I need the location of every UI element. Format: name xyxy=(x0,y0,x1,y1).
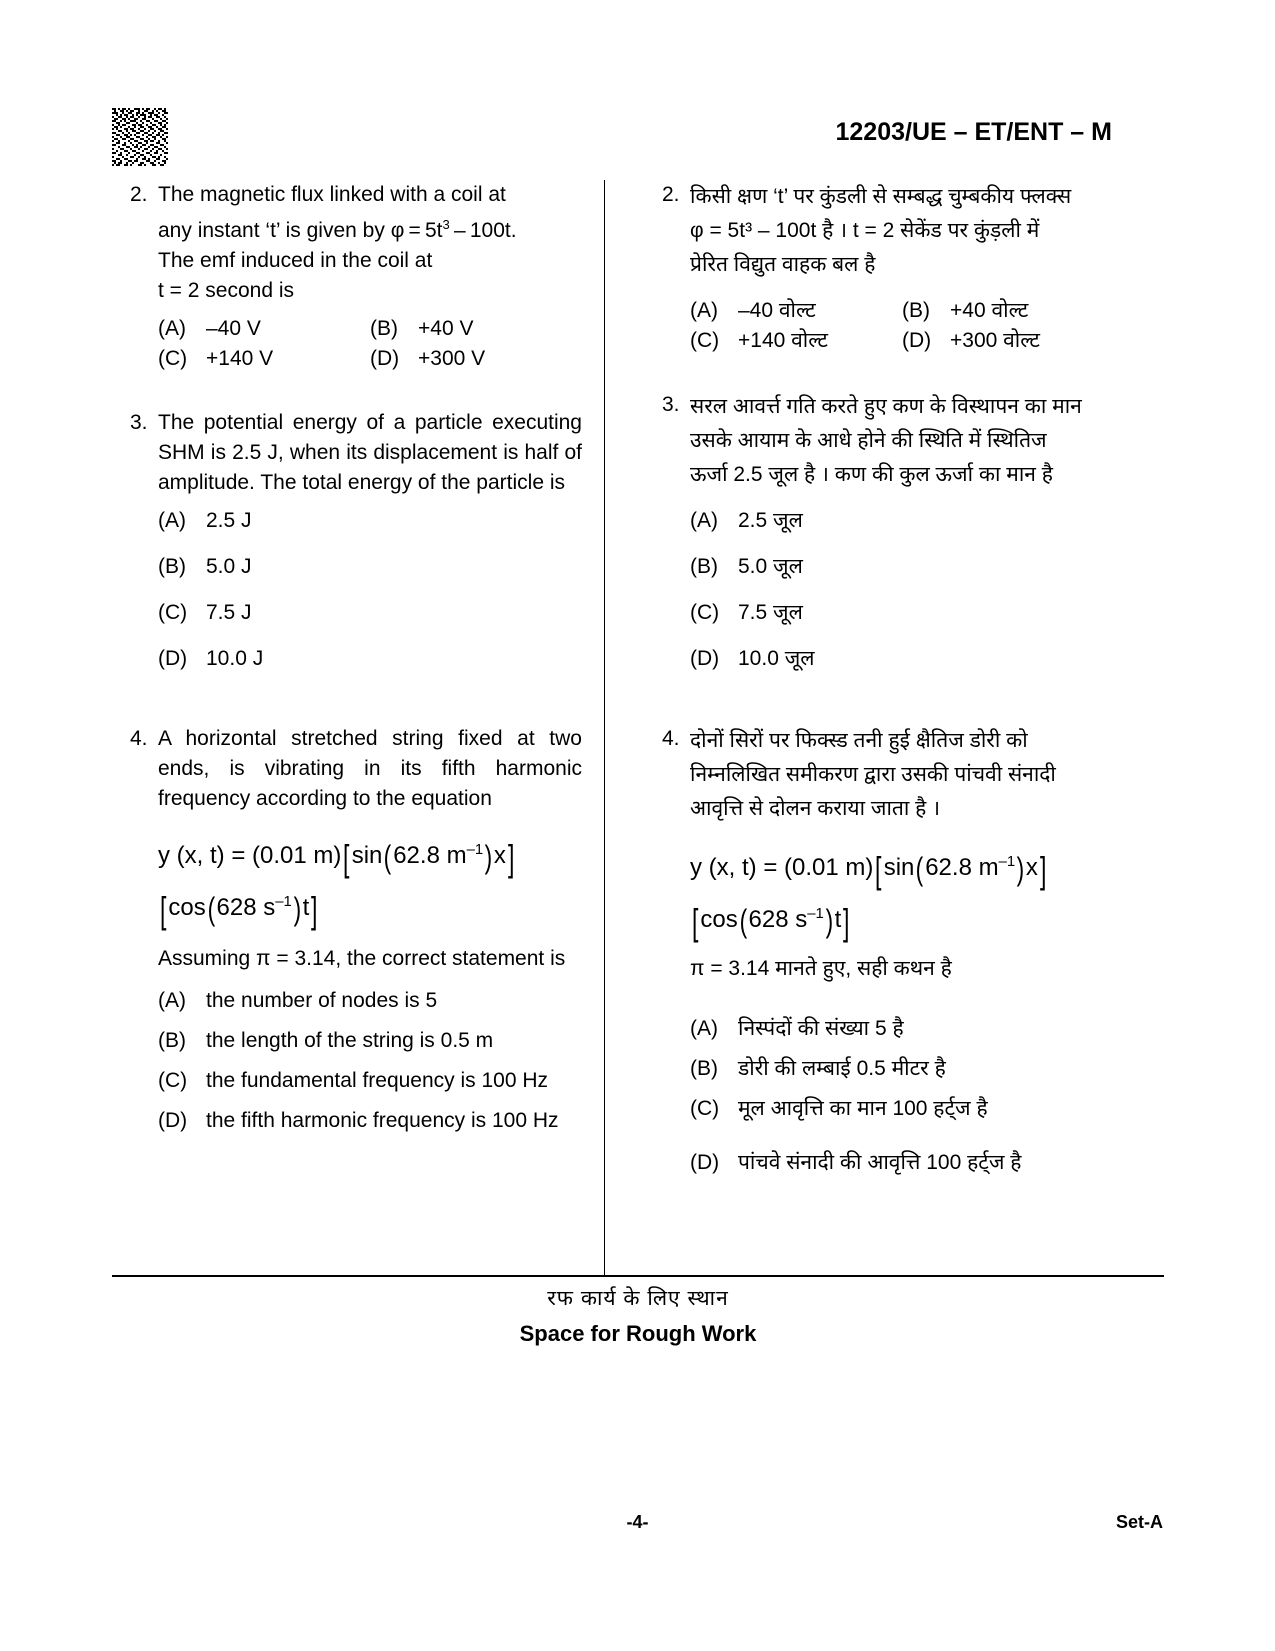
option-text: the fifth harmonic frequency is 100 Hz xyxy=(206,1109,559,1132)
option-label: (A) xyxy=(158,989,186,1012)
option-label: (D) xyxy=(158,647,188,670)
option-c[interactable] xyxy=(158,1066,582,1096)
option-d[interactable] xyxy=(370,344,582,374)
option-a[interactable] xyxy=(690,296,902,326)
equation-lhs: y (x, t) = (0.01 m) xyxy=(690,854,874,881)
options-list xyxy=(690,296,1114,356)
option-text: the length of the string is 0.5 m xyxy=(206,1029,494,1052)
cos-function: cos xyxy=(700,906,738,933)
option-text: 5.0 J xyxy=(206,555,252,578)
cos-variable: t xyxy=(302,894,310,921)
stem-line-3: प्रेरित विद्युत वाहक बल है xyxy=(690,253,876,276)
column-divider xyxy=(604,180,605,1275)
option-text: the number of nodes is 5 xyxy=(206,989,438,1012)
question-stem xyxy=(690,180,1114,282)
option-text: 10.0 J xyxy=(206,647,264,670)
question-number: 3. xyxy=(662,393,680,416)
stem-line-2: निम्नलिखित समीकरण द्वारा उसकी पांचवी संनादी xyxy=(690,763,1056,786)
option-b[interactable] xyxy=(690,1054,1114,1084)
sin-exponent: –1 xyxy=(998,854,1016,870)
qr-code-icon xyxy=(112,108,170,166)
option-c[interactable] xyxy=(158,598,582,628)
sin-function: sin xyxy=(351,842,383,869)
option-text: 10.0 जूल xyxy=(738,647,815,670)
wave-equation-line-1: y (x, t) = (0.01 m)[sin(62.8 $m^{-1})x$] xyxy=(690,849,1047,892)
option-d[interactable] xyxy=(158,1106,582,1136)
option-d[interactable] xyxy=(690,1148,1114,1178)
sin-function: sin xyxy=(883,854,915,881)
option-b[interactable] xyxy=(902,296,1114,326)
option-c[interactable] xyxy=(158,344,370,374)
option-label: (B) xyxy=(902,299,930,322)
option-b[interactable] xyxy=(690,552,1114,582)
option-label: (B) xyxy=(690,1057,718,1080)
cos-argument: 628 s xyxy=(748,906,808,933)
option-a[interactable] xyxy=(690,1014,1114,1044)
sin-variable: x xyxy=(1025,854,1038,881)
option-c[interactable] xyxy=(690,1094,1114,1124)
option-text: +140 V xyxy=(206,347,274,370)
option-text: निस्पंदों की संख्या 5 है xyxy=(738,1017,904,1040)
option-label: (B) xyxy=(158,555,186,578)
cos-exponent: –1 xyxy=(275,894,292,910)
option-text: 7.5 जूल xyxy=(738,601,803,624)
english-column xyxy=(112,180,582,1146)
option-text: +140 वोल्ट xyxy=(738,329,828,352)
option-text: 2.5 जूल xyxy=(738,509,803,532)
sin-argument: 62.8 m xyxy=(393,842,467,869)
option-label: (D) xyxy=(690,1151,720,1174)
question-stem xyxy=(158,180,582,306)
spacer xyxy=(644,690,1114,724)
option-a[interactable] xyxy=(690,506,1114,536)
question-stem: A horizontal stretched string fixed at two ends, is vibrating in its fifth harmonic frequency according to the equation xyxy=(158,727,582,810)
question-stem xyxy=(690,724,1114,826)
hindi-column xyxy=(644,180,1114,1188)
option-label: (C) xyxy=(158,601,188,624)
option-text: 5.0 जूल xyxy=(738,555,803,578)
option-label: (A) xyxy=(158,317,186,340)
set-label: Set-A xyxy=(1115,1512,1163,1532)
stem-line-3: आवृत्ति से दोलन कराया जाता है । xyxy=(690,797,941,820)
rough-work-label-en: Space for Rough Work xyxy=(519,1321,757,1346)
options-list xyxy=(158,986,582,1136)
option-a[interactable] xyxy=(158,986,582,1016)
stem-line-3: ऊर्जा 2.5 जूल है । कण की कुल ऊर्जा का मान है xyxy=(690,463,1053,486)
options-list xyxy=(158,506,582,674)
stem-line-2: any instant ‘t’ is given by xyxy=(158,219,385,242)
cos-function: cos xyxy=(168,894,206,921)
wave-equation-line-1: y (x, t) = (0.01 m)[sin(62.8 $m^{-1})x$] xyxy=(158,837,515,880)
option-b[interactable] xyxy=(370,314,582,344)
option-text: 7.5 J xyxy=(206,601,252,624)
paper-code: 12203/UE – ET/ENT – M xyxy=(835,118,1112,146)
option-text: मूल आवृत्ति का मान 100 हर्ट्ज है xyxy=(738,1097,988,1120)
option-label: (C) xyxy=(690,601,720,624)
option-label: (B) xyxy=(158,1029,186,1052)
option-c[interactable] xyxy=(690,598,1114,628)
cos-variable: t xyxy=(834,906,842,933)
page-number: -4- xyxy=(626,1512,649,1532)
sin-exponent: –1 xyxy=(466,842,484,858)
option-label: (D) xyxy=(158,1109,188,1132)
option-b[interactable] xyxy=(158,552,582,582)
page-header xyxy=(112,108,1112,172)
option-d[interactable] xyxy=(158,644,582,674)
option-label: (C) xyxy=(690,329,720,352)
rough-work-footer xyxy=(112,1284,1164,1350)
option-text: the fundamental frequency is 100 Hz xyxy=(206,1069,549,1092)
stem-line-2: φ = 5t³ – 100t है । t = 2 सेकेंड पर कुंड़ली में xyxy=(690,219,1040,242)
question-number: 2. xyxy=(662,183,680,206)
spacer xyxy=(112,374,582,408)
spacer xyxy=(112,690,582,724)
option-label: (C) xyxy=(690,1097,720,1120)
question-4-en xyxy=(112,724,582,1146)
question-stem xyxy=(690,390,1114,492)
question-4-hi xyxy=(644,724,1114,1188)
wave-equation-line-2: [cos(628 $s^{-1})t$] xyxy=(159,889,318,932)
question-2-hi xyxy=(644,180,1114,356)
option-label: (D) xyxy=(902,329,932,352)
question-number: 2. xyxy=(130,183,148,206)
option-text: +40 V xyxy=(418,317,474,340)
option-d[interactable] xyxy=(902,326,1114,356)
option-text: +300 वोल्ट xyxy=(950,329,1040,352)
question-area xyxy=(112,180,1164,1275)
option-d[interactable] xyxy=(690,644,1114,674)
stem-line-3: The emf induced in the coil at xyxy=(158,249,433,272)
option-label: (D) xyxy=(370,347,400,370)
spacer xyxy=(644,356,1114,390)
option-label: (A) xyxy=(690,509,718,532)
stem-line-1: सरल आवर्त्त गति करते हुए कण के विस्थापन का मान xyxy=(690,395,1082,418)
option-label: (A) xyxy=(690,1017,718,1040)
option-c[interactable] xyxy=(690,326,902,356)
equation-lhs: y (x, t) = (0.01 m) xyxy=(158,842,342,869)
option-label: (D) xyxy=(690,647,720,670)
question-stem-2: π = 3.14 मानते हुए, सही कथन है xyxy=(690,957,952,980)
option-text: –40 वोल्ट xyxy=(738,299,816,322)
option-text: +300 V xyxy=(418,347,486,370)
flux-formula: $\varphi = 5t^3 - 100t$. xyxy=(390,217,517,242)
cos-argument: 628 s xyxy=(216,894,276,921)
option-text: +40 वोल्ट xyxy=(950,299,1029,322)
wave-equation-line-2: [cos(628 $s^{-1})t$] xyxy=(691,901,850,944)
option-label: (B) xyxy=(370,317,398,340)
option-text: पांचवे संनादी की आवृत्ति 100 हर्ट्ज है xyxy=(738,1151,1022,1174)
option-a[interactable] xyxy=(158,506,582,536)
question-stem-2: Assuming π = 3.14, the correct statement is xyxy=(158,947,566,970)
option-text: 2.5 J xyxy=(206,509,252,532)
stem-line-1: दोनों सिरों पर फिक्स्ड तनी हुई क्षैतिज डोरी को xyxy=(690,729,1028,752)
stem-line-4: t = 2 second is xyxy=(158,279,294,302)
option-text: –40 V xyxy=(206,317,261,340)
rough-work-label-hi: रफ कार्य के लिए स्थान xyxy=(547,1287,729,1310)
stem-line-1: The magnetic flux linked with a coil at xyxy=(158,183,506,206)
sin-variable: x xyxy=(493,842,506,869)
question-3-hi xyxy=(644,390,1114,690)
option-a[interactable] xyxy=(158,314,370,344)
question-number: 4. xyxy=(662,727,680,750)
option-label: (B) xyxy=(690,555,718,578)
question-number: 3. xyxy=(130,411,148,434)
question-3-en xyxy=(112,408,582,690)
question-number: 4. xyxy=(130,727,148,750)
options-list xyxy=(690,1014,1114,1178)
stem-line-2: उसके आयाम के आधे होने की स्थिति में स्थितिज xyxy=(690,429,1047,452)
cos-exponent: –1 xyxy=(807,906,824,922)
options-list xyxy=(158,314,582,374)
stem-line-1: किसी क्षण ‘t’ पर कुंडली से सम्बद्ध चुम्बकीय फ्लक्स xyxy=(690,185,1072,208)
option-label: (C) xyxy=(158,1069,188,1092)
options-list xyxy=(690,506,1114,674)
question-2-en xyxy=(112,180,582,374)
option-label: (C) xyxy=(158,347,188,370)
option-label: (A) xyxy=(690,299,718,322)
option-label: (A) xyxy=(158,509,186,532)
option-b[interactable] xyxy=(158,1026,582,1056)
option-text: डोरी की लम्बाई 0.5 मीटर है xyxy=(738,1057,946,1080)
question-stem: The potential energy of a particle executing SHM is 2.5 J, when its displacement is half of amplitude. The total energy of the particle is xyxy=(158,411,582,494)
footer-rule xyxy=(112,1275,1164,1277)
sin-argument: 62.8 m xyxy=(925,854,999,881)
